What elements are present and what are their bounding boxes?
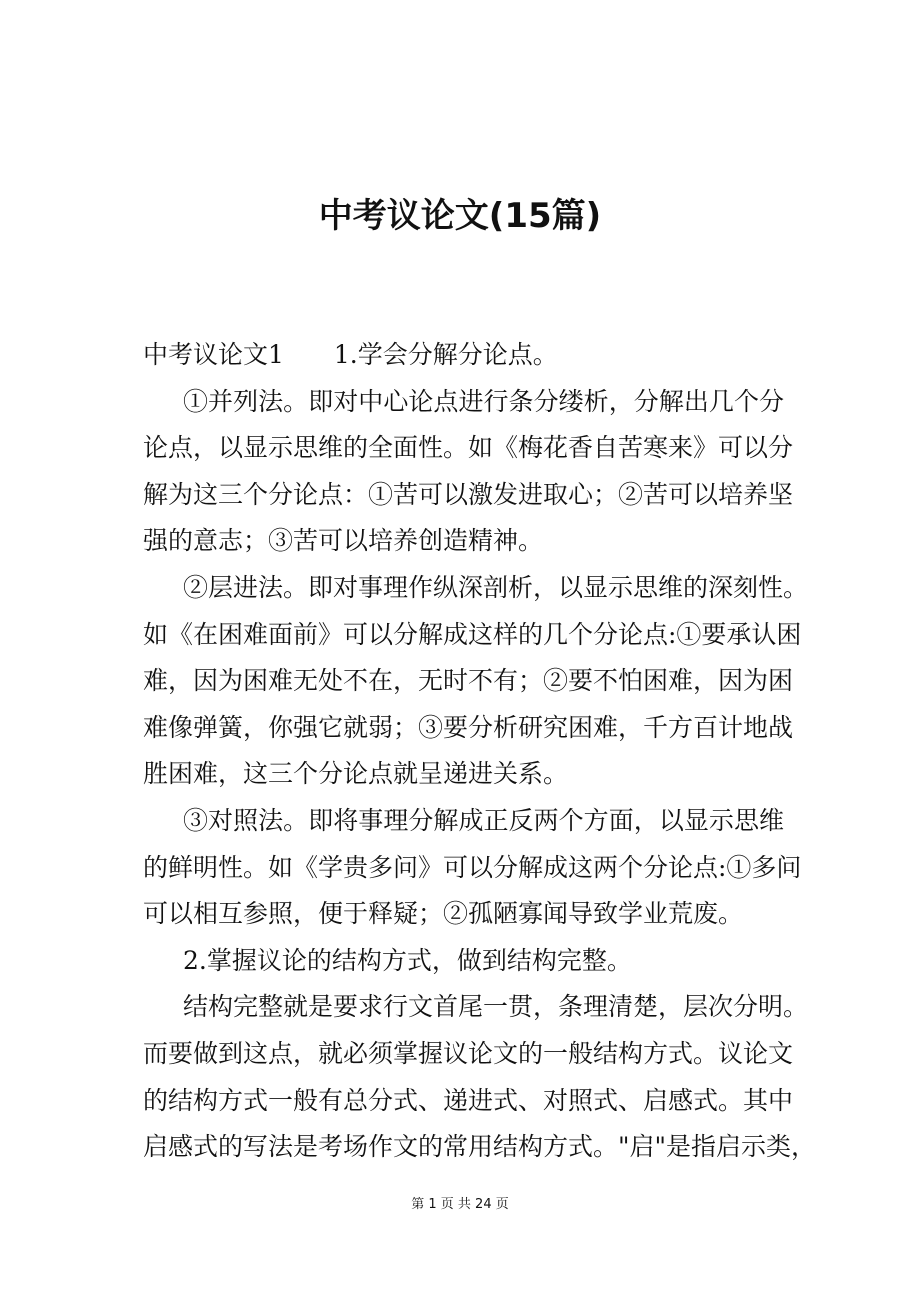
text-line: 强的意志；③苦可以培养创造精神。 [143, 526, 544, 556]
text-line: 而要做到这点，就必须掌握议论文的一般结构方式。议论文 [143, 1038, 794, 1068]
text-line: 如《在困难面前》可以分解成这样的几个分论点:①要承认困 [143, 619, 802, 649]
text-line: ③对照法。即将事理分解成正反两个方面，以显示思维 [183, 805, 784, 835]
text-line: ①并列法。即对中心论点进行条分缕析，分解出几个分 [183, 386, 784, 416]
document-body [143, 332, 817, 1171]
text-line: 启感式的写法是考场作文的常用结构方式。"启"是指启示类， [143, 1132, 817, 1162]
page-number-footer: 第 1 页 共 24 页 [411, 1197, 509, 1212]
text-line: 难像弹簧，你强它就弱；③要分析研究困难，千方百计地战 [143, 712, 794, 742]
text-line: 论点，以显示思维的全面性。如《梅花香自苦寒来》可以分 [143, 433, 794, 463]
text-line: ②层进法。即对事理作纵深剖析，以显示思维的深刻性。 [183, 572, 809, 602]
text-line: 可以相互参照，便于释疑；②孤陋寡闻导致学业荒废。 [143, 899, 744, 929]
text-line: 的鲜明性。如《学贵多问》可以分解成这两个分论点:①多问 [143, 852, 802, 882]
text-line: 胜困难，这三个分论点就呈递进关系。 [143, 759, 569, 789]
text-line: 难，因为困难无处不在，无时不有；②要不怕困难，因为困 [143, 666, 794, 696]
text-line: 结构完整就是要求行文首尾一贯，条理清楚，层次分明。 [183, 992, 809, 1022]
text-line: 中考议论文1 1.学会分解分论点。 [143, 340, 558, 369]
text-line: 解为这三个分论点：①苦可以激发进取心；②苦可以培养坚 [143, 479, 794, 509]
document-title: 中考议论文(15篇) [318, 196, 602, 236]
text-line: 2.掌握议论的结构方式，做到结构完整。 [183, 945, 632, 975]
text-line: 的结构方式一般有总分式、递进式、对照式、启感式。其中 [143, 1085, 794, 1115]
